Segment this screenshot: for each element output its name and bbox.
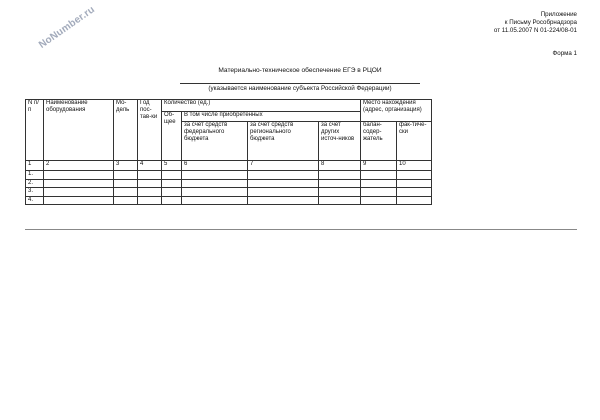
table-row bbox=[26, 196, 432, 205]
header-federal: за счет средств федерального бюджета bbox=[182, 122, 248, 161]
title-underline bbox=[180, 83, 420, 84]
col-number-cell: 6 bbox=[182, 161, 248, 171]
watermark: NoNumber.ru bbox=[36, 4, 97, 51]
header-year: Год пос-тав-ки bbox=[138, 100, 162, 161]
col-number-cell: 3 bbox=[114, 161, 138, 171]
header-actual: фак-тиче-ски bbox=[397, 122, 432, 161]
equipment-table bbox=[25, 99, 432, 205]
header-regional: за счет средств регионального бюджета bbox=[248, 122, 319, 161]
appendix-reference bbox=[494, 11, 577, 36]
table-row bbox=[26, 188, 432, 197]
header-quantity: Количество (ед.) bbox=[162, 100, 361, 112]
col-number-cell: 7 bbox=[248, 161, 319, 171]
row-number: 2. bbox=[26, 179, 44, 188]
col-number-cell: 1 bbox=[26, 161, 44, 171]
col-number-cell: 2 bbox=[44, 161, 114, 171]
header-num: N п/п bbox=[26, 100, 44, 161]
row-number: 4. bbox=[26, 196, 44, 205]
page-divider bbox=[25, 229, 577, 230]
col-number-cell: 8 bbox=[319, 161, 361, 171]
document-title: Материально-техническое обеспечение ЕГЭ в РЦОИ bbox=[218, 67, 382, 74]
col-number-cell: 5 bbox=[162, 161, 182, 171]
form-number: Форма 1 bbox=[552, 50, 577, 57]
col-number-cell: 9 bbox=[361, 161, 397, 171]
row-number: 1. bbox=[26, 171, 44, 180]
header-total: Об-щее bbox=[162, 112, 182, 161]
col-number-cell: 4 bbox=[138, 161, 162, 171]
header-holder: балан-содер-жатель bbox=[361, 122, 397, 161]
document-subtitle: (указывается наименование субъекта Российской Федерации) bbox=[208, 85, 392, 92]
appendix-line-2: к Письму Рособрнадзора bbox=[504, 19, 577, 27]
col-number-cell: 10 bbox=[397, 161, 432, 171]
header-model: Мо-дель bbox=[114, 100, 138, 161]
table-row bbox=[26, 179, 432, 188]
header-location: Место нахождения (адрес, организация) bbox=[361, 100, 432, 122]
header-other: за счет других источ-ников bbox=[319, 122, 361, 161]
appendix-line-1: Приложение bbox=[540, 11, 577, 18]
row-number: 3. bbox=[26, 188, 44, 197]
header-name: Наименование оборудования bbox=[44, 100, 114, 161]
table-row bbox=[26, 171, 432, 180]
appendix-line-3: от 11.05.2007 N 01-224/08-01 bbox=[493, 27, 577, 35]
header-purchased: В том числе приобретенных bbox=[182, 112, 361, 122]
